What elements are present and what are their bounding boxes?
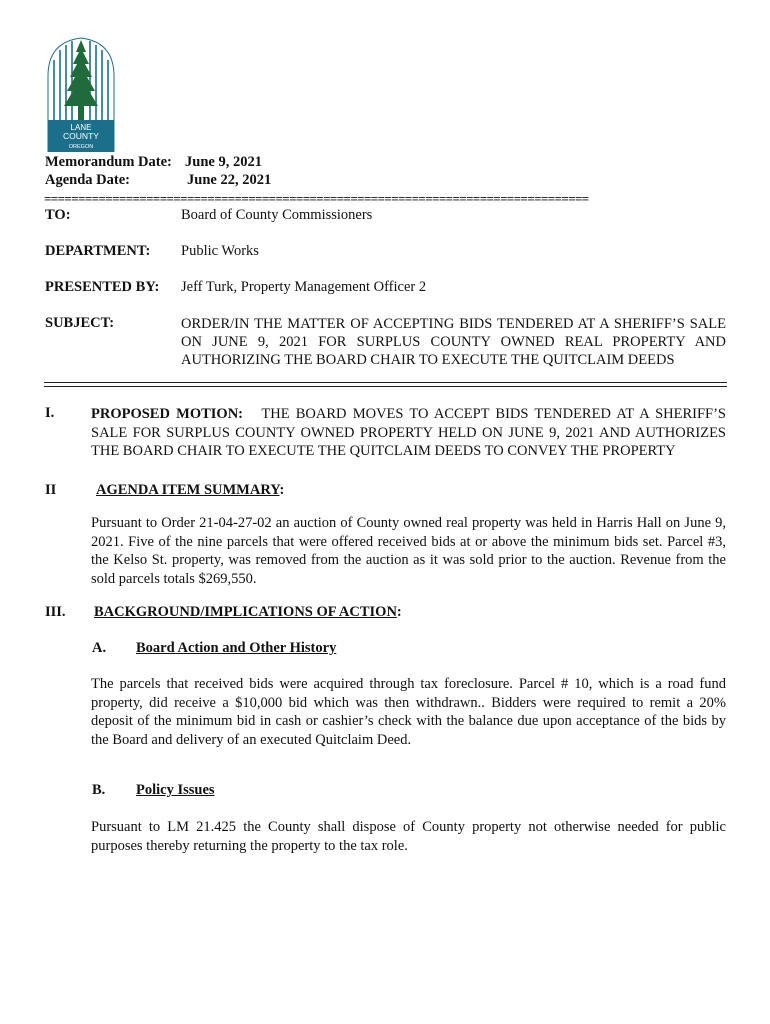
department-label: DEPARTMENT: bbox=[45, 243, 151, 259]
subsection-b-text: Pursuant to LM 21.425 the County shall dispose of County property not otherwise needed for public purposes thereby returning the property to the tax role. bbox=[91, 819, 726, 854]
presented-by-value: Jeff Turk, Property Management Officer 2 bbox=[181, 279, 427, 295]
section-3-heading-line bbox=[94, 604, 402, 621]
presented-by-label: PRESENTED BY: bbox=[45, 279, 160, 295]
agenda-date-value: June 22, 2021 bbox=[187, 172, 272, 188]
section-2-heading-line bbox=[96, 482, 284, 499]
section-1-number: I. bbox=[45, 405, 55, 421]
subject-value: ORDER/IN THE MATTER OF ACCEPTING BIDS TENDERED AT A SHERIFF’S SALE ON JUNE 9, 2021 FOR SURPLUS COUNTY OWNED REAL PROPERTY AND AUTHORIZING THE BOARD CHAIR TO EXECUTE THE QUITCLAIM DEEDS bbox=[181, 316, 726, 368]
section-1-heading: PROPOSED MOTION: bbox=[91, 406, 244, 422]
section-3-heading: BACKGROUND/IMPLICATIONS OF ACTION bbox=[94, 604, 397, 620]
memo-date-label: Memorandum Date: bbox=[45, 154, 172, 170]
svg-text:COUNTY: COUNTY bbox=[63, 131, 99, 141]
section-3-colon: : bbox=[396, 604, 402, 620]
to-value: Board of County Commissioners bbox=[181, 207, 373, 223]
subsection-a-letter: A. bbox=[92, 640, 107, 656]
section-3-number: III. bbox=[45, 604, 66, 620]
section-2-colon: : bbox=[279, 482, 285, 498]
svg-text:OREGON: OREGON bbox=[68, 144, 94, 150]
divider-rule-top bbox=[44, 382, 727, 383]
department-value: Public Works bbox=[181, 243, 259, 259]
section-2-number: II bbox=[45, 482, 57, 498]
subsection-a-heading: Board Action and Other History bbox=[136, 640, 337, 656]
section-1-proposed-motion bbox=[91, 405, 726, 461]
section-1-text: THE BOARD MOVES TO ACCEPT BIDS TENDERED AT A SHERIFF’S SALE FOR SURPLUS COUNTY OWNED PROPERTY HELD ON JUNE 9, 2021 AND AUTHORIZES THE BOARD CHAIR TO EXECUTE THE QUITCLAIM DEEDS TO CONVEY THE PROPERTY bbox=[91, 406, 726, 459]
subsection-a-text: The parcels that received bids were acquired through tax foreclosure. Parcel # 10, which is a road fund property, did receive a $10,000 bid which was then withdrawn.. Bidders were required to remit a 20% deposit of the minimum bid in cash or cashier’s check with the balance due upon acceptance of the bids by the Board and delivery of an executed Quitclaim Deed. bbox=[91, 676, 726, 748]
agenda-date-label: Agenda Date: bbox=[45, 172, 130, 188]
section-2-summary-text: Pursuant to Order 21-04-27-02 an auction of County owned real property was held in Harris Hall on June 9, 2021. Five of the nine parcels that were offered received bids at or above the minimum bids set. Parcel #3, the Kelso St. property, was removed from the auction as it was sold prior to the auction. Revenue from the sold parcels totals $269,550. bbox=[91, 515, 726, 587]
section-2-heading: AGENDA ITEM SUMMARY bbox=[96, 482, 280, 498]
memo-date-value: June 9, 2021 bbox=[185, 154, 262, 170]
divider-rule-bottom bbox=[44, 386, 727, 387]
to-label: TO: bbox=[45, 207, 71, 223]
separator-line: ================================================================================ bbox=[44, 193, 589, 205]
lane-county-logo bbox=[44, 36, 118, 152]
subsection-b-letter: B. bbox=[92, 782, 106, 798]
subject-label: SUBJECT: bbox=[45, 315, 115, 331]
subsection-b-heading: Policy Issues bbox=[136, 782, 215, 798]
svg-text:LANE: LANE bbox=[70, 123, 92, 132]
